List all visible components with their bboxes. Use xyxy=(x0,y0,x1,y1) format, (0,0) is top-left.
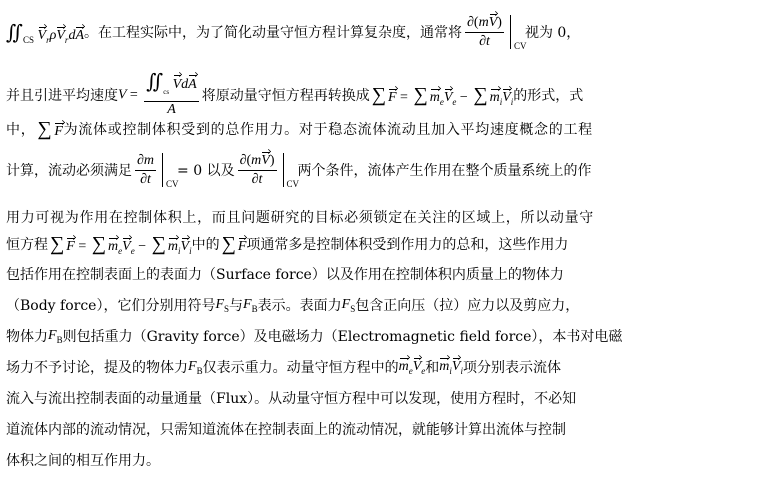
line-10-text-d: 项分别表示流体 xyxy=(462,360,561,376)
line-10-text-a: 场力不予讨论，提及的物体力 xyxy=(6,360,188,376)
text-line-5 xyxy=(6,202,594,232)
body-force-symbol: $F_B$ xyxy=(243,296,258,314)
momentum-equation-inline: ∑ F = ∑ $m_eV_e$ − ∑ $m_iV_i$ xyxy=(50,232,192,256)
outflow-momentum-term: $m_eV_e$ xyxy=(398,358,426,376)
surface-integral-expression: ∬ $_{CS}$ $V_r\rho V_rdA$ xyxy=(6,21,84,45)
total-force-term: ∑ F xyxy=(221,232,247,255)
text-line-3 xyxy=(6,114,593,144)
text-line-10 xyxy=(6,352,561,382)
momentum-time-derivative-cv-2: $\frac{\partial(mV)}{\partial t}$ CV xyxy=(239,152,300,189)
line-5-text: 用力可视为作用在控制体积上，而且问题研究的目标必须锁定在关注的区域上，所以动量守 xyxy=(6,210,594,226)
line-10-text-b: 仅表示重力。动量守恒方程中的 xyxy=(202,360,399,376)
total-force-symbol: ∑ F xyxy=(37,117,64,140)
line-7-text: 包括作用在控制表面上的表面力（Surface force）以及作用在控制体积内质量上的物体力 xyxy=(6,267,564,283)
line-4-text-c: 两个条件，流体产生作用在整个质量系统上的作 xyxy=(297,163,592,179)
line-3-text-a: 中， xyxy=(6,122,36,138)
body-force-symbol-3: $F_B$ xyxy=(188,358,203,376)
momentum-time-derivative-cv: $\frac{\partial(mV)}{\partial t}$ CV xyxy=(467,14,527,51)
text-line-12 xyxy=(6,414,566,444)
line-6-text-b: 中的 xyxy=(191,237,220,253)
text-line-4 xyxy=(6,152,592,189)
text-line-6 xyxy=(6,229,568,259)
line-6-text-a: 恒方程 xyxy=(6,237,48,253)
average-velocity-definition: V = $\frac{∬ _{cs} VdA}{A}$ xyxy=(118,70,197,117)
line-1-text-a: 。在工程实际中，为了简化动量守恒方程计算复杂度，通常将 xyxy=(84,25,462,41)
line-9-text-a: 物体力 xyxy=(6,329,48,345)
line-4-text-b: = 0 以及 xyxy=(177,163,235,179)
line-2-text-a: 并且引进平均速度 xyxy=(6,88,118,104)
text-line-8 xyxy=(6,290,579,320)
body-force-symbol-2: $F_B$ xyxy=(48,327,63,345)
line-2-text-b: 将原动量守恒方程再转换成 xyxy=(201,88,370,104)
line-8-text-b: 与 xyxy=(229,298,244,314)
line-11-text: 流入与流出控制表面的动量通量（Flux）。从动量守恒方程中可以发现，使用方程时，不必知 xyxy=(6,391,577,407)
line-1-text-b: 视为 0， xyxy=(524,25,581,41)
line-4-text-a: 计算，流动必须满足 xyxy=(6,163,132,179)
line-8-text-c: 表示。表面力 xyxy=(257,298,342,314)
line-13-text: 体积之间的相互作用力。 xyxy=(6,453,160,469)
surface-force-symbol-2: $F_S$ xyxy=(341,296,356,314)
line-8-text-d: 包含正向压（拉）应力以及剪应力， xyxy=(355,298,580,314)
line-6-text-c: 项通常多是控制体积受到作用力的总和，这些作用力 xyxy=(246,237,569,253)
line-8-text-a: （Body force），它们分别用符号 xyxy=(6,298,216,314)
mass-time-derivative-cv: $\frac{\partial m}{\partial t}$ CV xyxy=(137,152,179,189)
line-2-text-c: 的形式，式 xyxy=(513,88,584,104)
text-line-11 xyxy=(6,383,576,413)
surface-force-symbol: $F_S$ xyxy=(215,296,230,314)
text-line-7 xyxy=(6,259,564,289)
text-line-13 xyxy=(6,445,160,475)
line-9-text-b: 则包括重力（Gravity force）及电磁场力（Electromagnetic field force），本书对电磁 xyxy=(62,329,623,345)
line-3-text-b: 为流体或控制体积受到的总作用力。对于稳态流体流动且加入平均速度概念的工程 xyxy=(63,122,593,138)
line-12-text: 道流体内部的流动情况，只需知道流体在控制表面上的流动情况，就能够计算出流体与控制 xyxy=(6,422,566,438)
line-10-text-c: 和 xyxy=(425,360,440,376)
inflow-momentum-term: $m_iV_i$ xyxy=(439,358,463,376)
text-line-1 xyxy=(6,14,581,51)
text-line-9 xyxy=(6,321,622,351)
simplified-momentum-equation: ∑ F = ∑ $m_eV_e$ − ∑ $m_iV_i$ xyxy=(371,83,514,107)
text-line-2 xyxy=(6,70,584,117)
